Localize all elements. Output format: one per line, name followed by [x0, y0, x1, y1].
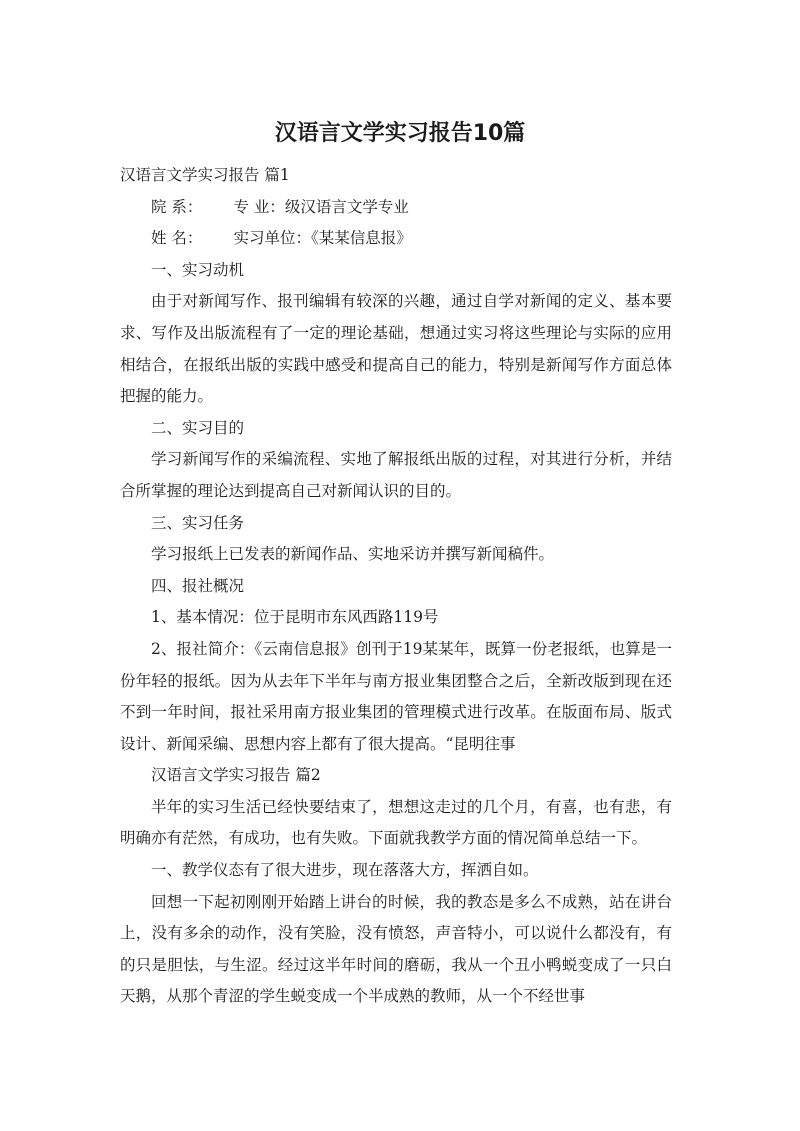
- section-heading: 汉语言文学实习报告 篇1: [120, 166, 290, 184]
- body-paragraph: 1、基本情况：位于昆明市东风西路119号: [151, 608, 439, 627]
- subheading: 二、实习目的: [151, 418, 245, 437]
- body-paragraph: 半年的实习生活已经快要结束了，想想这走过的几个月，有喜，也有悲，有明确亦有茫然，有成功，也有失败。下面就我教学方面的情况简单总结一下。: [120, 797, 672, 848]
- document-body: [120, 160, 672, 1013]
- section-heading: 汉语言文学实习报告 篇2: [151, 766, 321, 785]
- name-label: 姓 名：: [151, 229, 203, 248]
- internship-unit-label: 实习单位：《某某信息报》: [233, 229, 412, 248]
- major-label: 专 业：级汉语言文学专业: [233, 197, 409, 216]
- subheading: 三、实习任务: [151, 513, 245, 532]
- body-paragraph: 由于对新闻写作、报刊编辑有较深的兴趣，通过自学对新闻的定义、基本要求、写作及出版流程有了一定的理论基础，想通过实习将这些理论与实际的应用相结合，在报纸出版的实践中感受和提高自己的能力，特别是新闻写作方面总体把握的能力。: [120, 292, 672, 406]
- document-title: 汉语言文学实习报告10篇: [274, 121, 526, 146]
- body-paragraph: 2、报社简介：《云南信息报》创刊于19某某年，既算一份老报纸，也算是一份年轻的报纸。因为从去年下半年与南方报业集团整合之后，全新改版到现在还不到一年时间，报社采用南方报业集团的管理模式进行改革。在版面布局、版式设计、新闻采编、思想内容上都有了很大提高。“昆明往事: [120, 639, 672, 753]
- info-line: [120, 192, 672, 224]
- body-paragraph: 学习新闻写作的采编流程、实地了解报纸出版的过程，对其进行分析，并结合所掌握的理论达到提高自己对新闻认识的目的。: [120, 450, 672, 500]
- info-line: [120, 223, 672, 255]
- subheading: 四、报社概况: [151, 576, 245, 595]
- body-paragraph: 学习报纸上已发表的新闻作品、实地采访并撰写新闻稿件。: [151, 545, 555, 564]
- body-paragraph: 回想一下起初刚刚开始踏上讲台的时候，我的教态是多么不成熟，站在讲台上，没有多余的动作，没有笑脸，没有愤怒，声音特小，可以说什么都没有，有的只是胆怯，与生涩。经过这半年时间的磨砺，我从一个丑小鸭蜕变成了一只白天鹅，从那个青涩的学生蜕变成一个半成熟的教师，从一个不经世事: [120, 892, 672, 1006]
- subheading: 一、实习动机: [151, 260, 245, 279]
- department-label: 院 系：: [151, 197, 203, 216]
- body-paragraph: 一、教学仪态有了很大进步，现在落落大方，挥洒自如。: [151, 861, 539, 880]
